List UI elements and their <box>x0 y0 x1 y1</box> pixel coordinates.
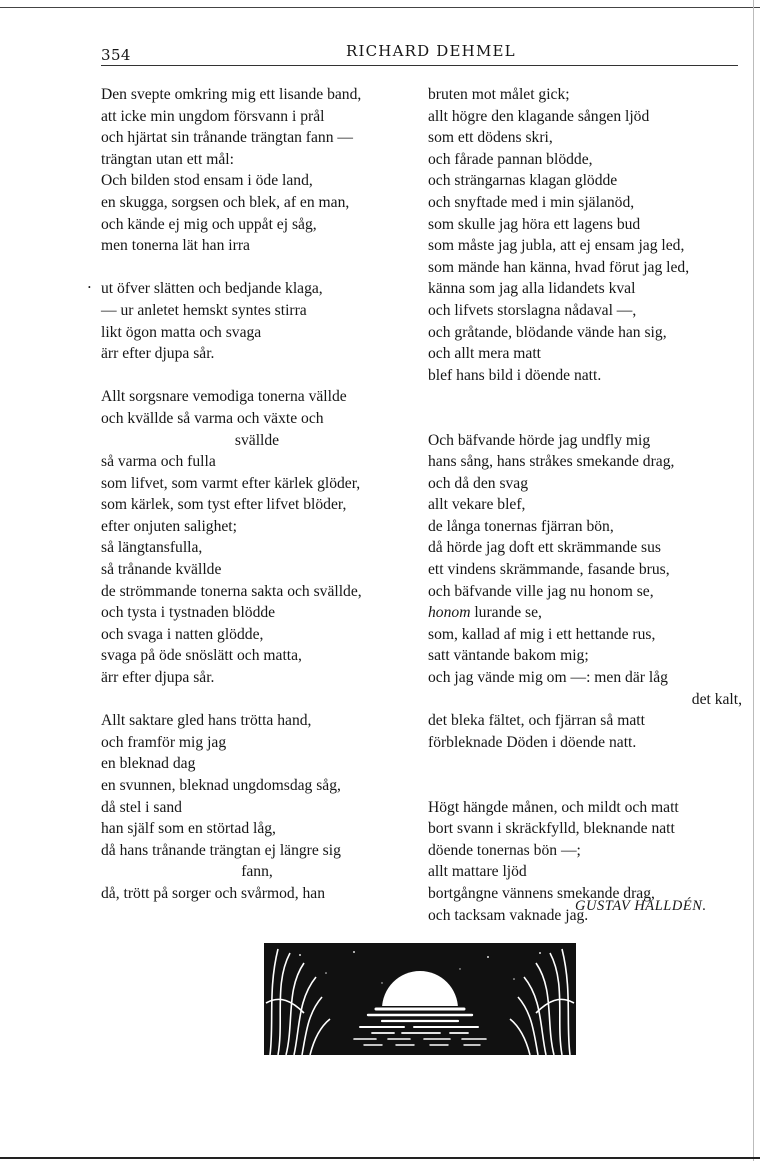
verse-line: då stel i sand <box>101 798 182 816</box>
verse-line: och fårade pannan blödde, <box>428 150 593 168</box>
verse-line: och strängarnas klagan glödde <box>428 172 618 190</box>
verse-line: han själf som en störtad låg, <box>101 820 276 838</box>
verse-line: och hjärtat sin trånande trängtan fann — <box>101 129 354 147</box>
verse-line: att icke min ungdom försvann i prål <box>101 107 325 125</box>
verse-line: det bleka fältet, och fjärran så matt <box>428 712 645 730</box>
verse-line: hans sång, hans stråkes smekande drag, <box>428 453 675 471</box>
verse-line: ut öfver slätten och bedjande klaga, <box>101 280 323 298</box>
verse-line: och kvällde så varma och växte och <box>101 409 324 427</box>
page-bottom-edge <box>0 1157 760 1159</box>
header-rule <box>101 65 738 66</box>
verse-line: en skugga, sorgsen och blek, af en man, <box>101 193 350 211</box>
verse-line: och framför mig jag <box>101 733 227 751</box>
verse-line: Allt sorgsnare vemodiga tonerna vällde <box>101 388 347 406</box>
verse-line: svaga på öde snöslätt och matta, <box>101 647 302 665</box>
verse-line: och då den svag <box>428 474 529 492</box>
verse-line: och jag vände mig om —: men där låg <box>428 669 668 687</box>
verse-line: döende tonernas bön —; <box>428 841 581 859</box>
verse-line: Högt hängde månen, och mildt och matt <box>428 798 679 816</box>
verse-line: så trånande kvällde <box>101 561 222 579</box>
verse-line: Och bilden stod ensam i öde land, <box>101 172 313 190</box>
verse-line: men tonerna lät han irra <box>101 237 250 255</box>
page-right-edge <box>753 0 754 1161</box>
verse-line: Allt saktare gled hans trötta hand, <box>101 712 312 730</box>
verse-line: ärr efter djupa sår. <box>101 669 215 687</box>
stanza-break <box>101 365 413 387</box>
verse-line: och svaga i natten glödde, <box>101 625 264 643</box>
verse-line: svällde <box>234 431 280 449</box>
moon-vignette-illustration <box>264 943 576 1055</box>
verse-line: likt ögon matta och svaga <box>101 323 262 341</box>
verse-line: fann, <box>241 863 273 881</box>
running-title: RICHARD DEHMEL <box>346 42 516 60</box>
verse-line: och bäfvande ville jag nu honom se, <box>428 582 654 600</box>
verse-line: Den svepte omkring mig ett lisande band, <box>101 86 362 103</box>
verse-line: allt vekare blef, <box>428 496 526 514</box>
verse-line: bortgångne vännens smekande drag, <box>428 884 655 902</box>
page-top-edge <box>0 7 760 8</box>
verse-line: de strömmande tonerna sakta och svällde, <box>101 582 362 600</box>
verse-line: en svunnen, bleknad ungdomsdag såg, <box>101 777 341 794</box>
verse-emphasis: honom <box>428 604 471 622</box>
verse-line: det kalt, <box>691 690 742 708</box>
verse-line: och tacksam vaknade jag. <box>428 906 589 924</box>
verse-line: som lifvet, som varmt efter kärlek glöder, <box>101 474 361 492</box>
poem-left-column <box>101 84 413 905</box>
verse-line: Och bäfvande hörde jag undfly mig <box>428 431 651 449</box>
stray-ink-mark: · <box>87 278 92 296</box>
author-signature: GUSTAV HALLDÉN. <box>575 898 707 914</box>
stanza-break <box>428 408 742 430</box>
verse-line: som måste jag jubla, att ej ensam jag led, <box>428 237 685 255</box>
verse-line: känna som jag alla lidandets kval <box>428 280 636 298</box>
verse-line: så längtansfulla, <box>101 539 203 557</box>
verse-line: bruten mot målet gick; <box>428 86 570 103</box>
verse-line: allt högre den klagande sången ljöd <box>428 107 650 125</box>
verse-line: de långa tonernas fjärran bön, <box>428 517 614 535</box>
stanza-break <box>428 775 742 797</box>
stanza-break <box>101 257 413 279</box>
verse-line: och allt mera matt <box>428 345 542 363</box>
verse-line: ärr efter djupa sår. <box>101 345 215 363</box>
stanza-break <box>428 753 742 775</box>
stanza-break <box>428 386 742 408</box>
verse-line: efter onjuten salighet; <box>101 517 237 535</box>
verse-line: och snyftade med i min själanöd, <box>428 193 635 211</box>
verse-line: satt väntande bakom mig; <box>428 647 589 665</box>
verse-line: som kärlek, som tyst efter lifvet blöder, <box>101 496 347 514</box>
verse-line: trängtan utan ett mål: <box>101 150 234 168</box>
verse-line: då hans trånande trängtan ej längre sig <box>101 841 341 859</box>
verse-line: och tysta i tystnaden blödde <box>101 604 276 622</box>
verse-line: ett vindens skrämmande, fasande brus, <box>428 561 670 579</box>
verse-line <box>428 602 742 624</box>
verse-line: som skulle jag höra ett lagens bud <box>428 215 641 233</box>
verse-line: så varma och fulla <box>101 453 216 471</box>
verse-line: som mände han känna, hvad förut jag led, <box>428 258 690 276</box>
verse-line: förbleknade Döden i döende natt. <box>428 733 637 751</box>
verse-line: en bleknad dag <box>101 755 196 773</box>
verse-line-rest: lurande se, <box>470 604 542 622</box>
verse-line: som, kallad af mig i ett hettande rus, <box>428 625 656 643</box>
verse-line: och gråtande, blödande vände han sig, <box>428 323 667 341</box>
verse-line: blef hans bild i döende natt. <box>428 366 602 384</box>
poem-right-column <box>428 84 742 926</box>
verse-line: och kände ej mig och uppåt ej såg, <box>101 215 317 233</box>
verse-line: då hörde jag doft ett skrämmande sus <box>428 539 661 557</box>
verse-line: allt mattare ljöd <box>428 863 527 881</box>
page-number: 354 <box>101 46 131 64</box>
verse-line: bort svann i skräckfylld, bleknande natt <box>428 820 675 838</box>
verse-line: — ur anletet hemskt syntes stirra <box>101 301 307 319</box>
verse-line: och lifvets storslagna nådaval —, <box>428 301 637 319</box>
verse-line: som ett dödens skri, <box>428 129 553 147</box>
verse-line: då, trött på sorger och svårmod, han <box>101 884 326 902</box>
stanza-break <box>101 689 413 711</box>
